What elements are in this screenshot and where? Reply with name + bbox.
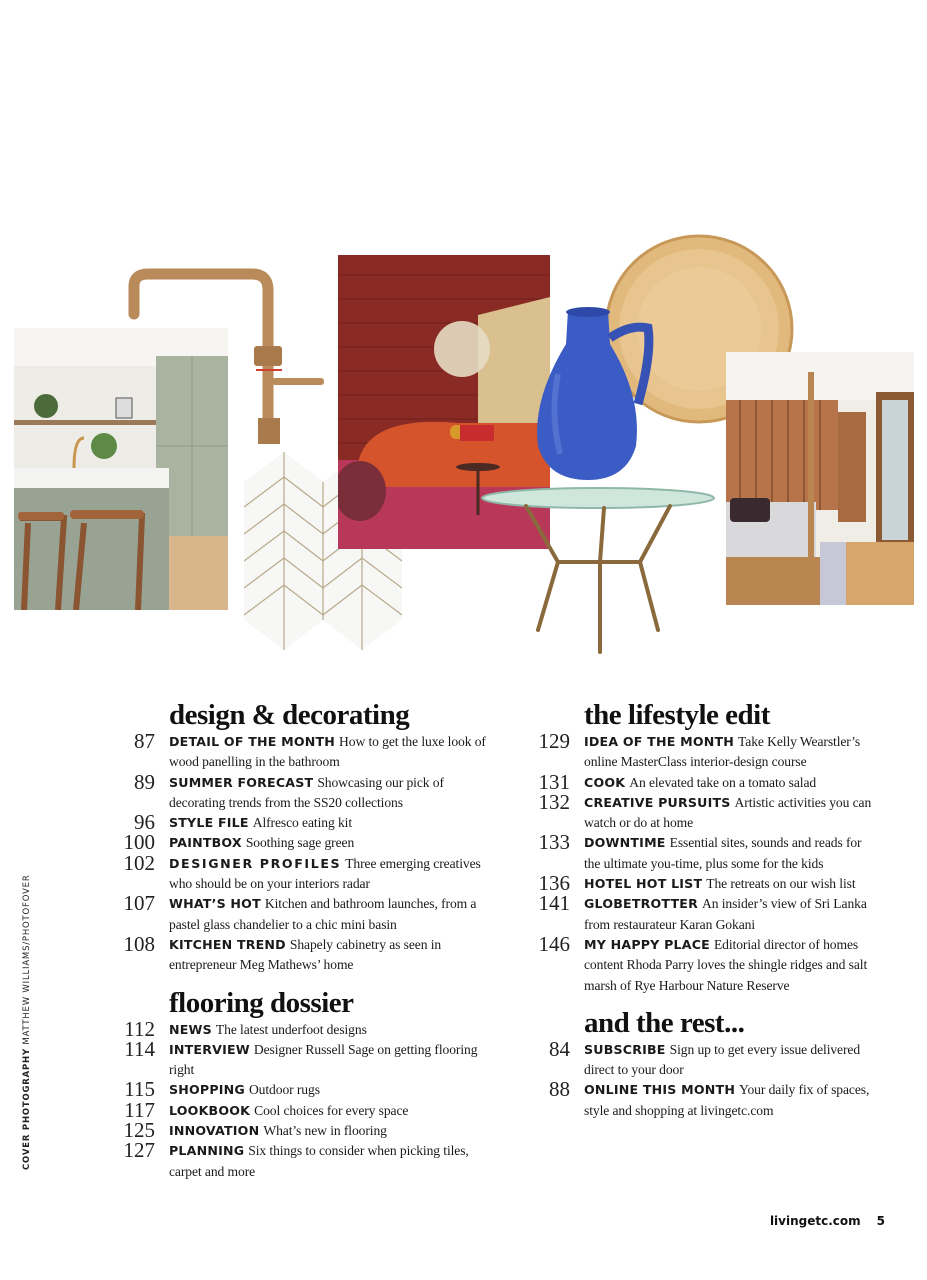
page-number: 108	[123, 931, 155, 956]
page-number: 102	[123, 850, 155, 875]
contents-right-column	[538, 698, 876, 1131]
entry-description: Soothing sage green	[245, 835, 355, 851]
contents-entry[interactable]	[124, 1016, 489, 1041]
entry-description: Take Kelly Wearstler’s online MasterClass interior-design course	[584, 734, 861, 770]
entry-heading: DESIGNER PROFILES	[169, 855, 342, 871]
page-number: 136	[538, 871, 570, 896]
entry-description: Your daily fix of spaces, style and shopping at livingetc.com	[584, 1082, 870, 1118]
entry-heading: WHAT’S HOT	[169, 896, 261, 912]
contents-entry[interactable]	[538, 729, 876, 773]
contents-entry[interactable]	[538, 830, 876, 874]
credit-label: COVER PHOTOGRAPHY	[22, 1048, 32, 1170]
entry-heading: DOWNTIME	[584, 835, 666, 851]
entry-heading: IDEA OF THE MONTH	[584, 734, 734, 749]
page-number: 89	[134, 769, 155, 794]
entry-description: What’s new in flooring	[263, 1123, 387, 1139]
section-title: design & decorating	[169, 699, 410, 731]
entry-heading: SUBSCRIBE	[584, 1041, 666, 1057]
entry-heading: COOK	[584, 774, 626, 790]
section-design-decorating	[123, 698, 489, 976]
page-number: 96	[134, 810, 155, 835]
footer-page-number: 5	[876, 1214, 885, 1228]
entry-description: The latest underfoot designs	[215, 1021, 367, 1037]
contents-entry[interactable]	[123, 1138, 489, 1182]
contents-entry[interactable]	[538, 891, 876, 935]
page-number: 100	[123, 830, 155, 855]
brass-tap-image	[122, 268, 328, 446]
footer-site[interactable]: livingetc.com	[769, 1214, 861, 1228]
entry-description: Designer Russell Sage on getting flooring right	[169, 1041, 478, 1078]
page-number: 112	[124, 1016, 155, 1041]
entry-description: Showcasing our pick of decorating trends from the SS20 collections	[169, 774, 444, 810]
contents-entry[interactable]	[134, 729, 489, 773]
entry-description: Sign up to get every issue delivered direct to your door	[584, 1041, 861, 1078]
section-title: and the rest...	[584, 1006, 745, 1039]
section-title: flooring dossier	[169, 986, 354, 1019]
contents-entry[interactable]	[124, 1097, 489, 1122]
glass-table-image	[480, 484, 716, 656]
contents-entry[interactable]	[549, 1077, 876, 1121]
entry-description: Kitchen and bathroom launches, from a pastel glass chandelier to a chic mini basin	[169, 896, 477, 932]
photo-credit	[22, 874, 32, 1170]
page-number: 107	[123, 891, 155, 916]
blue-jug-image	[530, 304, 654, 482]
contents-entry[interactable]	[134, 810, 489, 835]
entry-heading: INNOVATION	[169, 1123, 260, 1139]
contents-entry[interactable]	[124, 1036, 489, 1081]
contents-entry[interactable]	[538, 769, 876, 794]
page-number: 131	[538, 769, 570, 794]
page-number: 141	[538, 891, 570, 916]
entry-description: Three emerging creatives who should be on your interiors radar	[169, 855, 481, 892]
entry-heading: GLOBETROTTER	[584, 896, 698, 912]
page-number: 115	[124, 1077, 155, 1102]
entry-heading: STYLE FILE	[169, 815, 249, 831]
section-title: the lifestyle edit	[584, 699, 770, 731]
entry-heading: PAINTBOX	[169, 835, 242, 851]
page-number: 129	[538, 729, 570, 753]
entry-heading: DETAIL OF THE MONTH	[169, 734, 336, 749]
entry-heading: HOTEL HOT LIST	[584, 876, 703, 892]
entry-heading: PLANNING	[169, 1143, 245, 1159]
contents-entry[interactable]	[538, 871, 876, 896]
bedroom-photo	[726, 352, 914, 605]
entry-description: An elevated take on a tomato salad	[629, 774, 817, 790]
entry-heading: INTERVIEW	[169, 1041, 250, 1057]
entry-heading: MY HAPPY PLACE	[584, 936, 710, 952]
contents-entry[interactable]	[123, 1118, 489, 1143]
contents-entry[interactable]	[123, 850, 489, 895]
contents-entry[interactable]	[538, 789, 876, 834]
entry-heading: CREATIVE PURSUITS	[584, 794, 731, 810]
page-number: 84	[549, 1036, 570, 1061]
contents-entry[interactable]	[538, 931, 876, 996]
entry-description: Outdoor rugs	[248, 1082, 320, 1098]
contents-entry[interactable]	[124, 1077, 489, 1102]
entry-heading: SUMMER FORECAST	[169, 774, 314, 790]
entry-description: How to get the luxe look of wood panelling in the bathroom	[169, 734, 486, 770]
contents-entry[interactable]	[123, 891, 489, 935]
entry-description: Six things to consider when picking tiles, carpet and more	[169, 1143, 469, 1179]
contents-entry[interactable]	[123, 830, 489, 855]
entry-heading: KITCHEN TREND	[169, 936, 286, 952]
page-number: 133	[538, 830, 570, 855]
section-flooring-dossier	[123, 986, 489, 1182]
page-number: 114	[124, 1036, 155, 1061]
page-number: 125	[123, 1118, 155, 1143]
entry-description: Editorial director of homes content Rhoda Parry loves the shingle ridges and salt marsh of Rye Harbour Nature Reserve	[584, 936, 868, 993]
page-number: 146	[538, 931, 570, 956]
page-footer	[754, 1214, 885, 1228]
page-number: 127	[123, 1138, 155, 1163]
entry-description: An insider’s view of Sri Lanka from restaurateur Karan Gokani	[584, 896, 867, 932]
credit-name: MATTHEW WILLIAMS/PHOTOFOVER	[22, 874, 32, 1045]
section-and-the-rest	[549, 1006, 876, 1121]
entry-heading: SHOPPING	[169, 1082, 245, 1098]
entry-description: Artistic activities you can watch or do at home	[584, 794, 872, 831]
page-number: 132	[538, 789, 570, 814]
entry-description: Alfresco eating kit	[252, 815, 352, 831]
page-number: 117	[124, 1097, 155, 1122]
entry-heading: ONLINE THIS MONTH	[584, 1082, 736, 1098]
page-number: 87	[134, 729, 155, 753]
entry-description: The retreats on our wish list	[706, 876, 856, 892]
contents-entry[interactable]	[123, 931, 489, 976]
contents-left-column	[123, 698, 489, 1192]
contents-entry[interactable]	[134, 769, 489, 814]
entry-description: Cool choices for every space	[254, 1102, 409, 1118]
entry-description: Essential sites, sounds and reads for the ultimate you-time, plus some for the kids	[584, 835, 862, 871]
entry-description: Shapely cabinetry as seen in entrepreneur Meg Mathews’ home	[169, 936, 442, 973]
entry-heading: NEWS	[169, 1021, 212, 1037]
section-lifestyle-edit	[538, 698, 876, 996]
entry-heading: LOOKBOOK	[169, 1102, 251, 1118]
page-number: 88	[549, 1077, 570, 1102]
contents-entry[interactable]	[549, 1036, 876, 1081]
